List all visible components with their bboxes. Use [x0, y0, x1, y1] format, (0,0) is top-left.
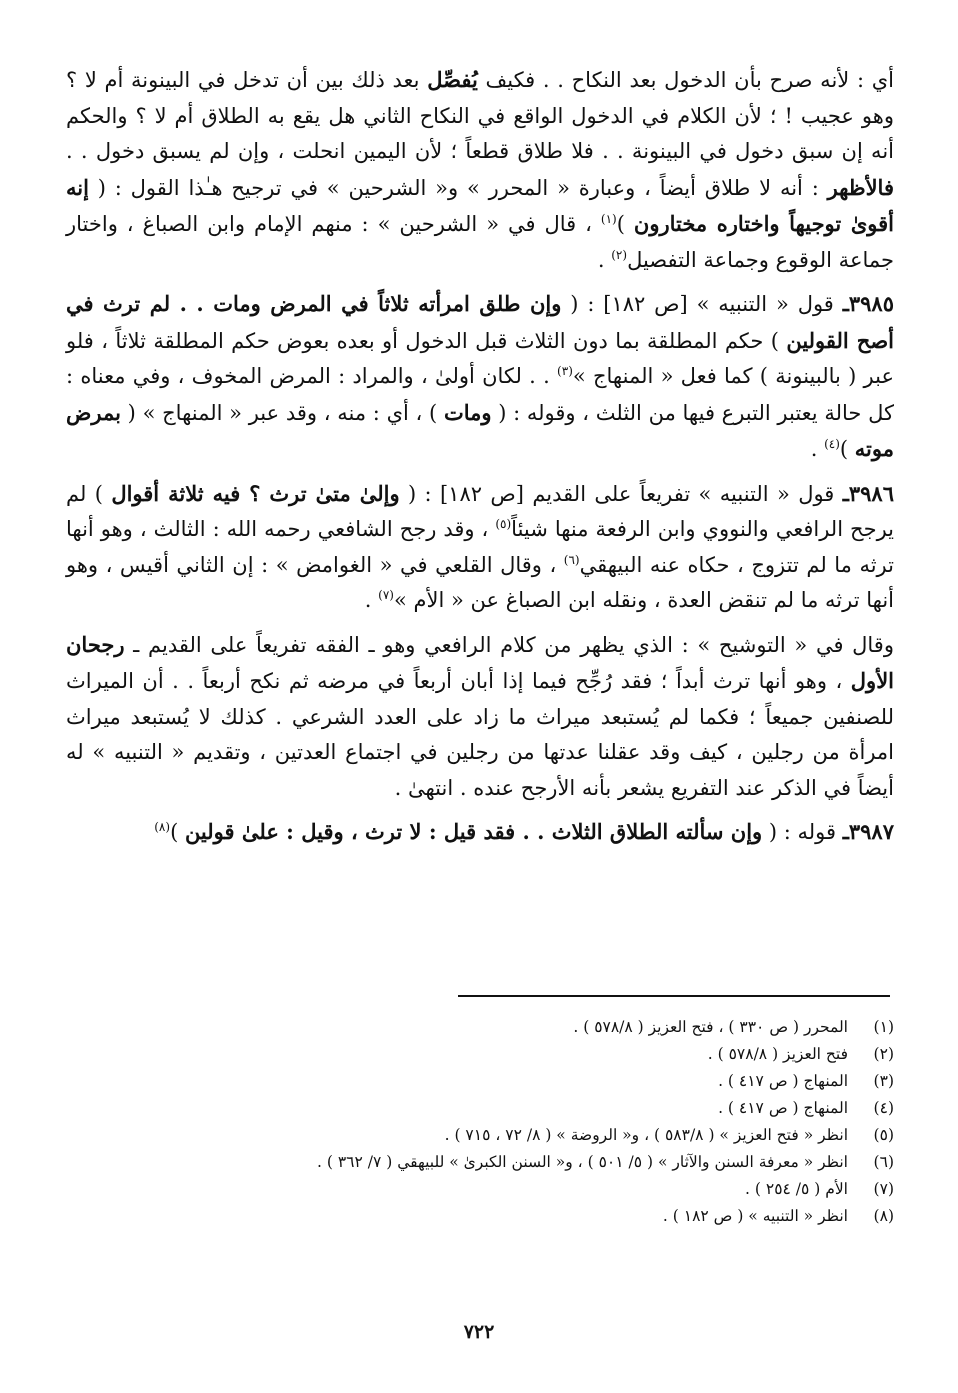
paragraph — [66, 62, 894, 278]
bold-text: وإن طلق امرأته ثلاثاً في المرض ومات . . لم ترث في أصح القولين — [66, 291, 894, 353]
text-run: ، وهو أنها ترث أبداً ؛ فقد رُجِّح فيما إذا أبان أربعاً في مرضه ثم نكح أربعاً . . أن الميراث للصنفين جميعاً ؛ فكما لم يُستبعد ميراث ما زاد على العدد الشرعي . كذلك لا يُستبعد ميراث امرأة من رجلين ، كيف وقد عقلنا عدتها من رجلين في اجتماع العدتين ، وتقديم « التنبيه » له أيضاً في الذكر عند التفريع يشعر بأنه الأرجح عنده . انتهىٰ . — [66, 669, 894, 800]
text-run: . — [364, 588, 379, 612]
footnote-text: انظر « معرفة السنن والآثار » ( ٥/ ٥٠١ ) ، و« السنن الكبرىٰ » للبيهقي ( ٧/ ٣٦٢ ) . — [317, 1153, 848, 1171]
page-number: ٧٢٢ — [463, 1321, 495, 1343]
footnote-item — [66, 1149, 894, 1176]
footnote-separator — [458, 995, 890, 997]
bold-text: فالأظهر — [827, 174, 894, 200]
bold-text: ٣٩٨٦ـ — [842, 480, 894, 506]
footnote-ref[interactable]: (٨) — [154, 820, 171, 834]
text-run: ) ، أي : منه ، وقد عبر « المنهاج » ( — [120, 400, 444, 425]
footnote-item — [66, 1122, 894, 1149]
footnote-text: انظر « التنبيه » ( ص ١٨٢ ) . — [662, 1207, 848, 1225]
bold-text: ٣٩٨٥ـ — [842, 291, 894, 316]
paragraph — [66, 476, 894, 619]
footnote-ref[interactable]: (٤) — [824, 437, 840, 451]
footnote-ref[interactable]: (٣) — [557, 364, 573, 378]
footnote-number: (٦) — [873, 1153, 894, 1171]
body-text — [66, 62, 894, 851]
footnote-text: الأم ( ٥/ ٢٥٤ ) . — [745, 1180, 848, 1198]
paragraph — [66, 627, 894, 807]
text-run: ) — [170, 820, 185, 844]
footnote-number: (٤) — [873, 1099, 894, 1117]
footnote-item — [66, 1176, 894, 1203]
bold-text: إنه أقوىٰ توجيهاً واختاره مختارون — [66, 174, 894, 236]
text-run: ، قال في « الشرحين » : منهم الإمام وابن الصباغ ، واختار جماعة الوقوع وجماعة التفصيل — [66, 212, 894, 272]
footnote-item — [66, 1014, 894, 1041]
text-run: أي : لأنه صرح بأن الدخول بعد النكاح . . فكيف — [477, 68, 894, 92]
footnote-item — [66, 1041, 894, 1068]
footnote-item — [66, 1068, 894, 1095]
bold-text: بمرض موته — [66, 399, 894, 461]
footnote-number: (١) — [873, 1018, 894, 1036]
footnote-text: انظر « فتح العزيز » ( ٥٨٣/٨ ) ، و« الروضة » ( ٨/ ٧٢ ، ٧١٥ ) . — [444, 1126, 848, 1144]
text-run: بعد ذلك بين أن تدخل في البينونة أم لا ؟ وهو عجيب ! ؛ لأن الكلام في الدخول الواقع في النكاح الثاني هل يقع به الطلاق أم لا ؟ والحكم أنه إن سبق دخول في البينونة . . فلا طلاق قطعاً ؛ لأن اليمين انحلت ، وإن لم يسبق دخول . . — [66, 68, 894, 163]
footnote-ref[interactable]: (٥) — [495, 517, 512, 531]
bold-text: وإلىٰ متىٰ ترث ؟ فيه ثلاثة أقوال — [111, 480, 400, 506]
text-run: قول « التنبيه » تفريعاً على القديم [ص ١٨٢] : ( — [399, 481, 843, 506]
text-run: ، وقال القلعي في « الغوامض » : إن الثاني أقيس ، وهو أنها ترثه ما لم تنقض العدة ، ونقله ابن الصباغ عن « الأم » — [66, 552, 894, 612]
text-run: ) — [839, 437, 855, 461]
footnote-text: المحرر ( ص ٣٣٠ ) ، فتح العزيز ( ٥٧٨/٨ ) . — [573, 1018, 848, 1036]
paragraph — [66, 286, 894, 468]
bold-text: ٣٩٨٧ـ — [842, 819, 894, 844]
footnote-number: (٧) — [873, 1180, 894, 1198]
footnote-ref[interactable]: (٢) — [611, 247, 628, 262]
text-run: ، وقد رجح الشافعي رحمه الله : الثالث ، وهو أنها ترثه ما لم تتزوج ، حكاه عنه البيهقي — [66, 517, 894, 577]
footnote-text: المنهاج ( ص ٤١٧ ) . — [718, 1072, 848, 1090]
footnote-text: المنهاج ( ص ٤١٧ ) . — [718, 1099, 848, 1117]
footnote-number: (٨) — [873, 1207, 894, 1225]
footnote-item — [66, 1095, 894, 1122]
paragraph — [66, 814, 894, 851]
text-run: . . لكان أولىٰ ، والمراد : المرض المخوف ، وفي معناه : كل حالة يعتبر التبرع فيها من الثلث ، وقوله : ( — [66, 364, 894, 425]
footnote-number: (٢) — [873, 1045, 894, 1063]
text-run: قول « التنبيه » [ص ١٨٢] : ( — [561, 292, 843, 316]
footnote-number: (٣) — [873, 1072, 894, 1090]
text-run: . — [597, 247, 612, 272]
bold-text: ومات — [443, 399, 492, 425]
footnotes — [66, 1014, 894, 1230]
footnote-text: فتح العزيز ( ٥٧٨/٨ ) . — [707, 1045, 848, 1063]
text-run: ) لم يرجح الرافعي والنووي وابن الرفعة منها شيئاً — [66, 481, 894, 541]
text-run: : أنه لا طلاق أيضاً ، وعبارة « المحرر » و« الشرحين » في ترجيح هـٰذا القول : ( — [88, 175, 828, 200]
bold-text: وإن سألته الطلاق الثلاث . . فقد قيل : لا ترث ، وقيل : علىٰ قولين — [184, 819, 763, 844]
footnote-ref[interactable]: (٧) — [378, 588, 394, 602]
bold-text: يُفصِّل — [427, 67, 478, 92]
text-run: ) حكم المطلقة بما دون الثلاث قبل الدخول أو بعده بعوض حكم المطلقة ثلاثاً ، فلو عبر ( بالبينونة ) كما فعل « المنهاج » — [66, 328, 895, 388]
footnote-ref[interactable]: (٦) — [563, 552, 580, 567]
footnote-number: (٥) — [873, 1126, 894, 1144]
text-run: قوله : ( — [762, 820, 843, 844]
bold-text: رجحان الأول — [66, 631, 895, 693]
text-run: . — [810, 437, 825, 461]
footnote-item — [66, 1203, 894, 1230]
footnote-ref[interactable]: (١) — [600, 212, 617, 226]
text-run: ) — [616, 212, 634, 236]
text-run: وقال في « التوشيح » : الذي يظهر من كلام الرافعي وهو ـ الفقه تفريعاً على القديم ـ — [124, 632, 894, 657]
